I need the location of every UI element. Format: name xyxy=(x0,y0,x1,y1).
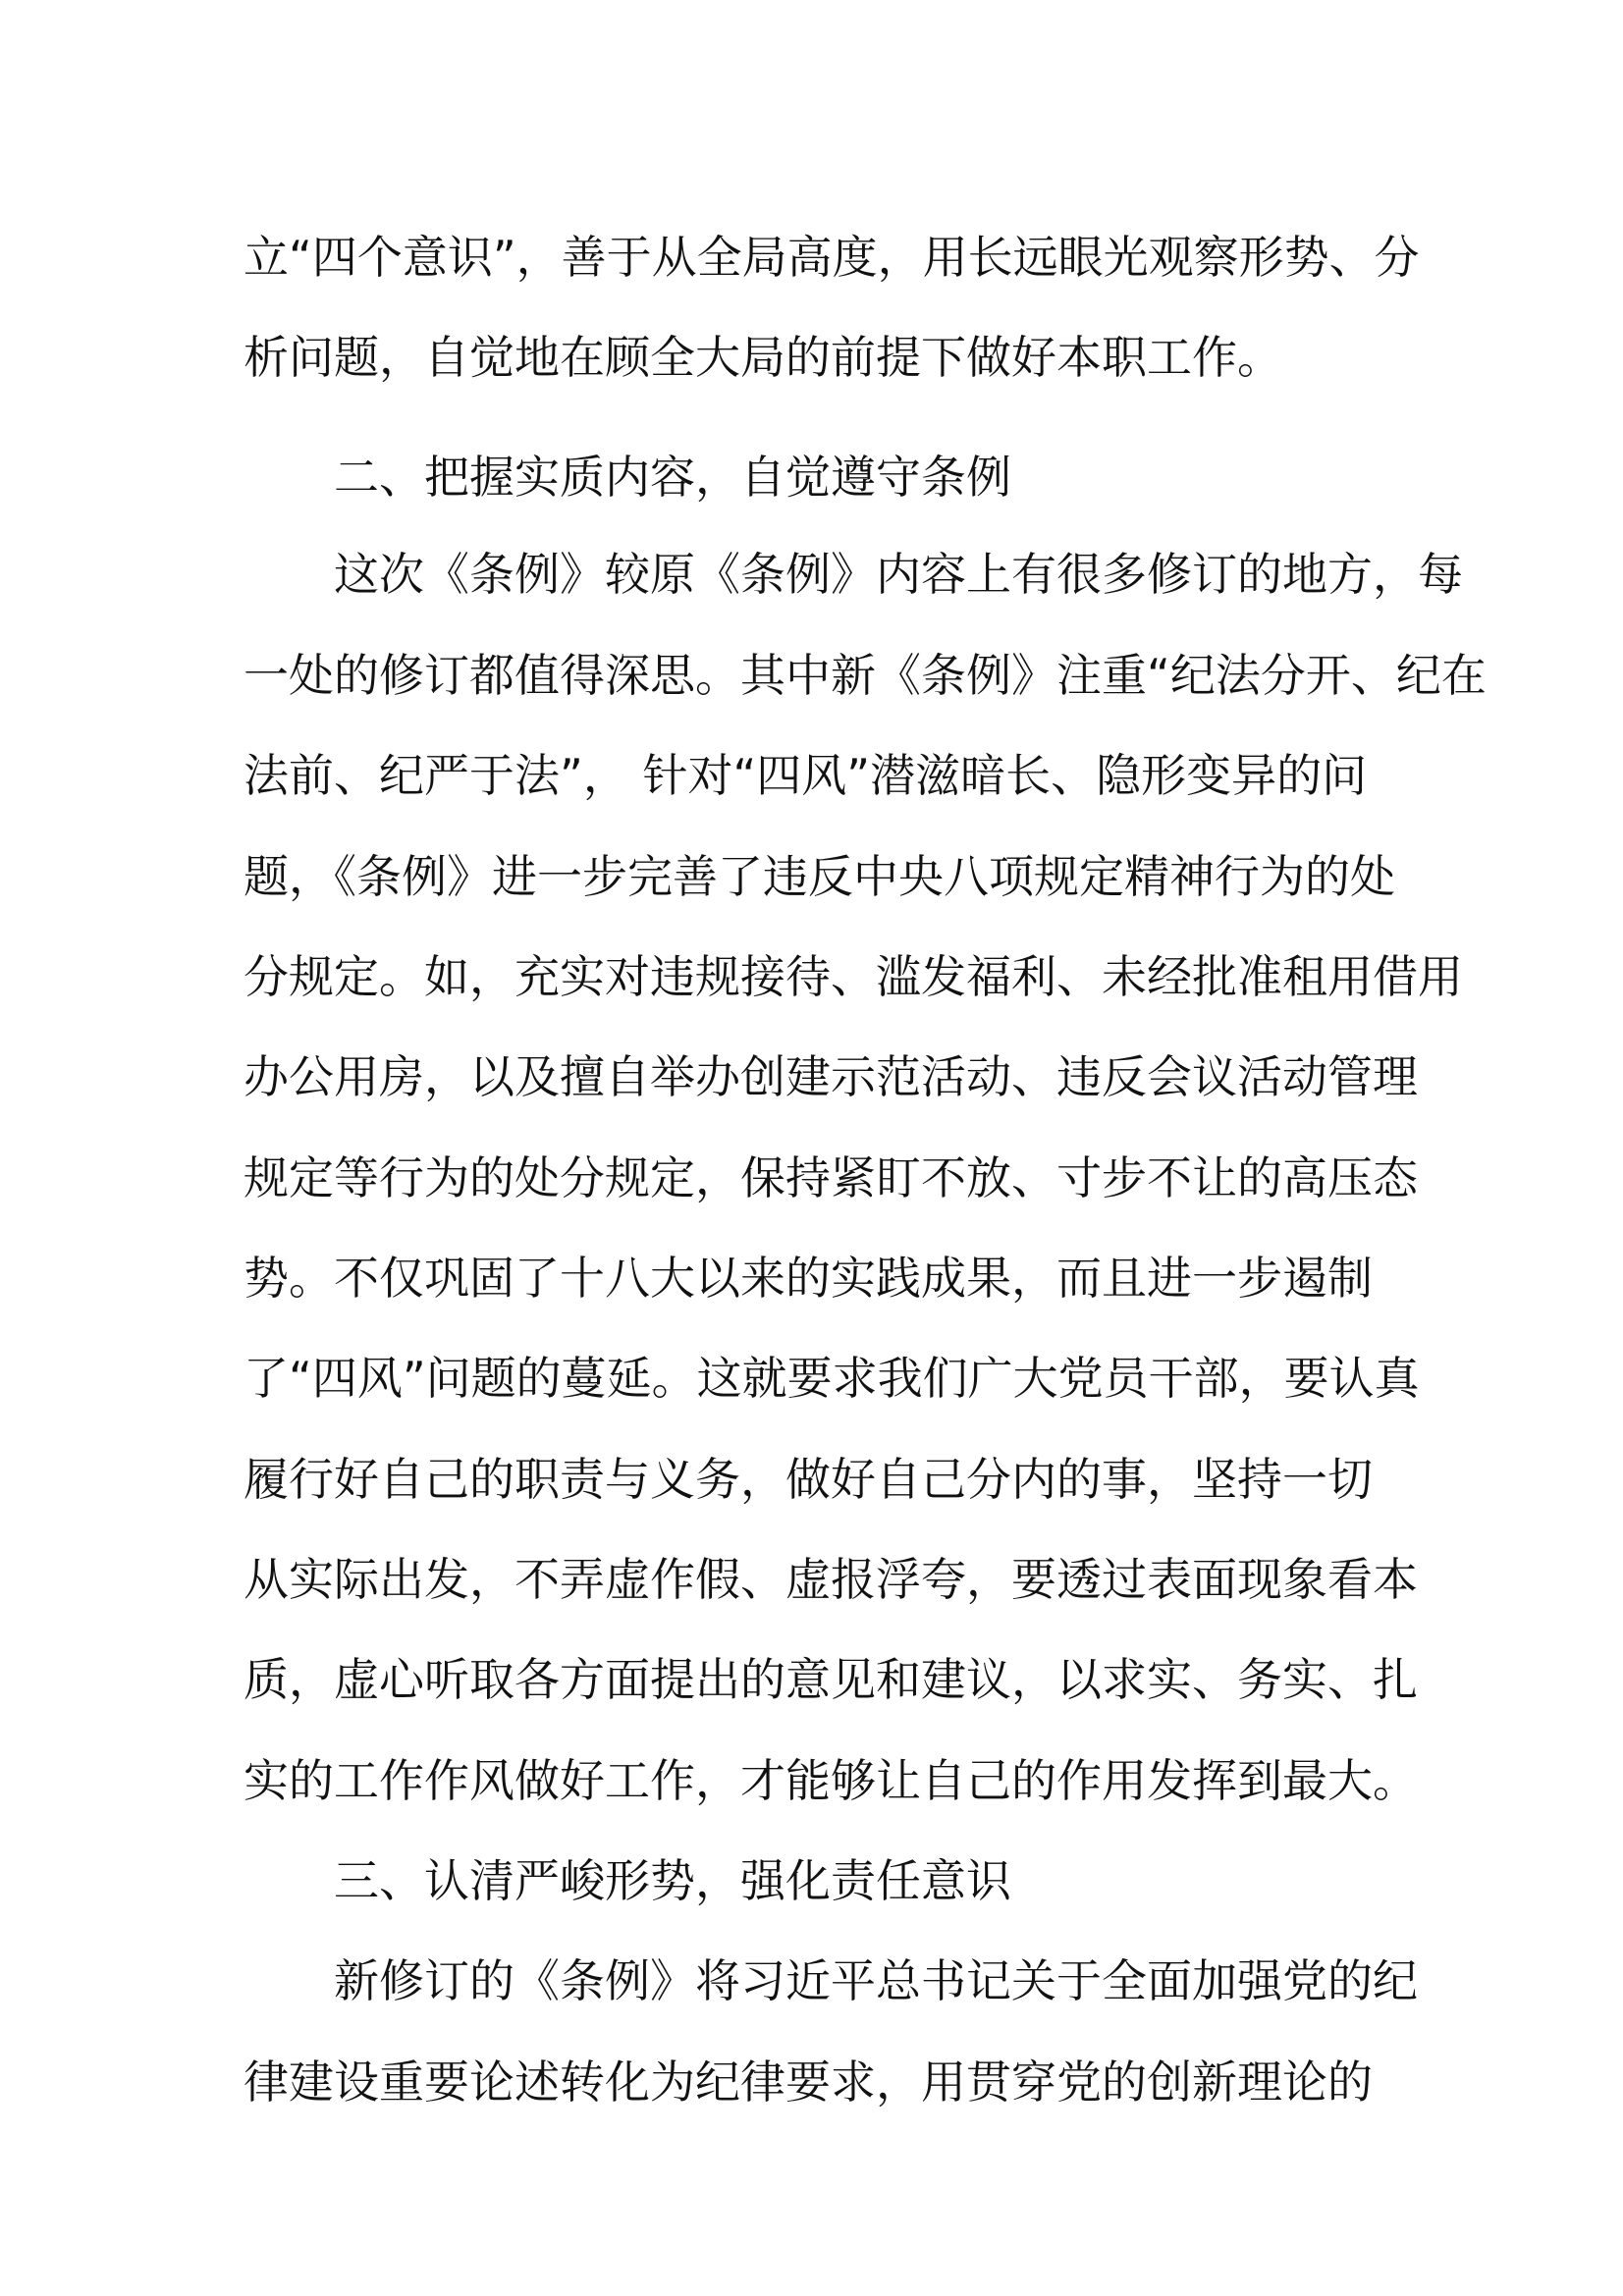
paragraph-line: 履行好自己的职责与义务，做好自己分内的事，坚持一切 xyxy=(243,1453,1373,1506)
paragraph-line: 这次《条例》较原《条例》内容上有很多修订的地方，每 xyxy=(334,548,1463,601)
paragraph-line: 析问题，自觉地在顾全大局的前提下做好本职工作。 xyxy=(243,331,1282,384)
paragraph-line: 规定等行为的处分规定，保持紧盯不放、寸步不让的高压态 xyxy=(243,1151,1418,1204)
paragraph-line: 分规定。如，充实对违规接待、滥发福利、未经批准租用借用 xyxy=(243,950,1463,1003)
paragraph-line: 立“四个意识”，善于从全局高度，用长远眼光观察形势、分 xyxy=(243,231,1420,284)
paragraph-line: 题，《条例》进一步完善了违反中央八项规定精神行为的处 xyxy=(243,850,1395,903)
paragraph-line: 法前、纪严于法”， 针对“四风”潜滋暗长、隐形变异的问 xyxy=(243,749,1368,802)
paragraph-line: 从实际出发，不弄虚作假、虚报浮夸，要透过表面现象看本 xyxy=(243,1553,1418,1606)
paragraph-line: 质，虚心听取各方面提出的意见和建议，以求实、务实、扎 xyxy=(243,1653,1418,1706)
paragraph-line: 实的工作作风做好工作，才能够让自己的作用发挥到最大。 xyxy=(243,1754,1418,1807)
section-heading-2: 二、把握实质内容，自觉遵守条例 xyxy=(334,451,1011,504)
section-heading-3: 三、认清严峻形势，强化责任意识 xyxy=(334,1854,1011,1907)
paragraph-line: 办公用房，以及擅自举办创建示范活动、违反会议活动管理 xyxy=(243,1050,1418,1103)
paragraph-line: 了“四风”问题的蔓延。这就要求我们广大党员干部，要认真 xyxy=(243,1352,1420,1405)
paragraph-line: 律建设重要论述转化为纪律要求，用贯穿党的创新理论的 xyxy=(243,2056,1373,2109)
paragraph-line: 新修订的《条例》将习近平总书记关于全面加强党的纪 xyxy=(334,1954,1418,2007)
paragraph-line: 势。不仅巩固了十八大以来的实践成果，而且进一步遏制 xyxy=(243,1252,1373,1305)
paragraph-line: 一处的修订都值得深思。其中新《条例》注重“纪法分开、纪在 xyxy=(243,649,1487,702)
